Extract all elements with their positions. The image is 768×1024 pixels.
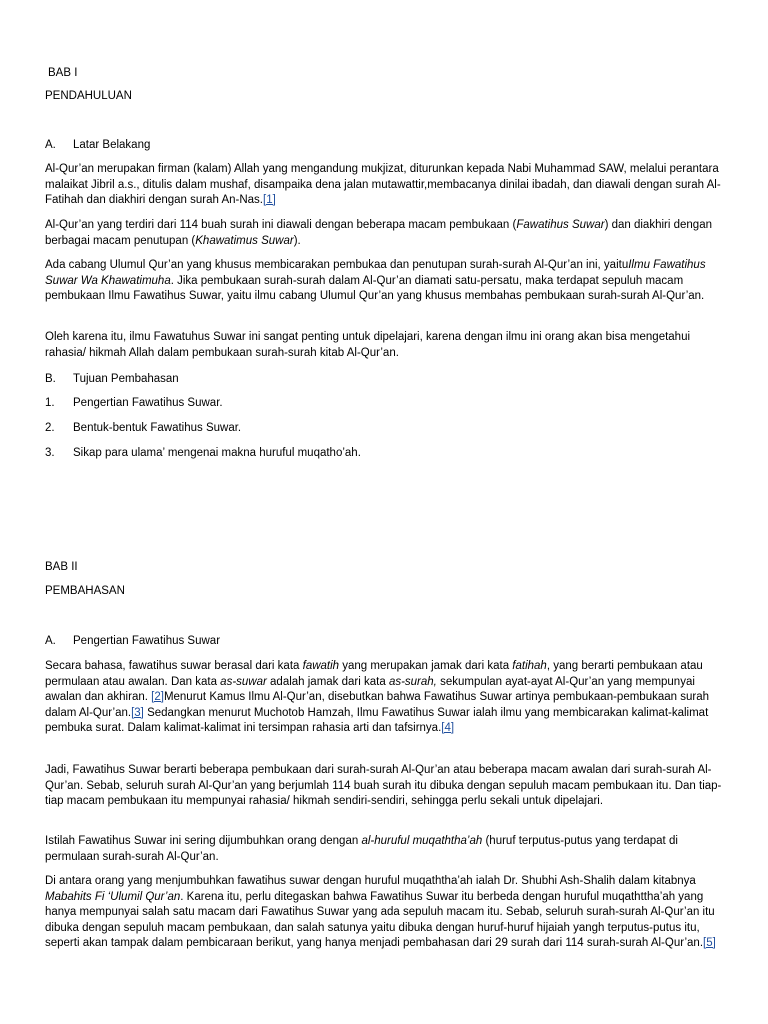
paragraph-bab1-1 [45,162,725,209]
section-title: Tujuan Pembahasan [73,373,179,385]
paragraph-bab2-4 [45,874,725,952]
section-number: B. [45,373,56,385]
list-number: 3. [45,447,55,459]
section-number: A. [45,139,56,151]
italic-term: Fawatihus Suwar [516,219,605,231]
italic-term: Ilmu Fawatihus Suwar Wa Khawatimuha [45,259,706,287]
paragraph-bab2-3 [45,834,725,865]
paragraph-text: Di antara orang yang menjumbuhkan fawatihus suwar dengan huruful muqaththa’ah ialah Dr. Shubhi Ash-Shalih dalam kitabnya [45,875,696,887]
italic-term: al-huruful muqaththa’ah [361,835,483,847]
section-title: Pengertian Fawatihus Suwar [73,635,221,647]
section-heading-tujuan [45,372,725,388]
section-heading-pengertian [45,634,725,650]
paragraph-bab1-4: Oleh karena itu, ilmu Fawatuhus Suwar ini sangat penting untuk dipelajari, karena dengan ilmu ini orang akan bisa mengetahui rahasia/ hikmah Allah dalam pembukaan surah-surah kitab Al-Qur’an. [45,331,691,359]
paragraph-text: Al-Qur’an merupakan firman (kalam) Allah yang mengandung mukjizat, diturunkan kepada Nabi Muhammad SAW, melalui perantara malaikat Jibril a.s., ditulis dalam mushaf, disampaika dena jalan mutawattir,membacanya dinilai ibadah, dan diawali dengan surah Al-Fatihah dan diakhiri dengan surah An-Nas. [45,163,721,206]
paragraph-bab1-3 [45,258,725,305]
list-text: Bentuk-bentuk Fawatihus Suwar. [73,422,242,434]
list-text: Sikap para ulama’ mengenai makna huruful muqatho’ah. [73,447,361,459]
paragraph-text: Al-Qur’an yang terdiri dari 114 buah surah ini diawali dengan beberapa macam pembukaan ( [45,219,517,231]
paragraph-text: (huruf terputus-putus yang terdapat di permulaan surah-surah Al-Qur’an. [45,835,678,863]
paragraph-text: , yang berarti pembukaan atau permulaan atau awalan. Dan kata [45,660,703,688]
bab2-label: BAB II [45,561,78,573]
paragraph-bab1-2 [45,218,725,249]
list-number: 2. [45,422,55,434]
bab1-title: PENDAHULUAN [45,90,132,102]
italic-term: as-suwar [220,675,267,688]
paragraph-text: Ada cabang Ulumul Qur’an yang khusus membicarakan pembukaa dan penutupan surah-surah Al-Qur’an ini, yaitu [45,259,629,271]
footnote-link-4[interactable]: [4] [441,722,455,734]
paragraph-text: Menurut Kamus Ilmu Al-Qur’an, disebutkan bahwa Fawatihus Suwar artinya pembukaan-pembukaan surah dalam Al-Qur’an. [45,691,709,719]
italic-term: Mabahits Fi ‘Ulumil Qur’an [45,890,181,903]
italic-term: Khawatimus Suwar [195,234,294,247]
section-title: Latar Belakang [73,139,151,151]
bab2-title: PEMBAHASAN [45,585,125,597]
italic-term: fatihah [512,660,547,672]
footnote-link-2[interactable]: [2] [151,691,164,703]
paragraph-text: yang merupakan jamak dari kata [339,660,513,672]
list-text: Pengertian Fawatihus Suwar. [73,397,223,409]
paragraph-text: Secara bahasa, fawatihus suwar berasal dari kata [45,660,303,672]
footnote-link-5[interactable]: [5] [703,937,716,949]
list-item [45,421,725,437]
paragraph-text: sekumpulan ayat-ayat Al-Qur’an yang mempunyai awalan dan akhiran. [45,675,695,703]
list-item [45,446,725,462]
bab1-label: BAB I [48,67,78,79]
italic-term: as-surah, [388,675,437,688]
paragraph-text: ). [293,234,301,247]
paragraph-text: Istilah Fawatihus Suwar ini sering dijumbuhkan orang dengan [45,835,362,847]
paragraph-text: ) dan diakhiri dengan berbagai macam penutupan ( [45,219,712,247]
paragraph-text: . Jika pembukaan surah-surah dalam Al-Qur’an diamati satu-persatu, maka terdapat sepuluh macam pembukaan Ilmu Fawatihus Suwar, yaitu ilmu cabang Ulumul Qur’an yang khusus membahas pembukaan surah-surah Al-Qur’an. [45,274,705,302]
paragraph-bab2-1 [45,659,725,737]
paragraph-text: Sedangkan menurut Muchotob Hamzah, Ilmu Fawatihus Suwar ialah ilmu yang membicarakan kalimat-kalimat pembuka surat. Dalam kalimat-kalimat ini tersimpan rahasia arti dan tafsirnya. [45,706,709,734]
paragraph-text: . Karena itu, perlu ditegaskan bahwa Fawatihus Suwar itu berbeda dengan huruful muqathttha’ah yang hanya mempunyai salah satu macam dari Fawatihus Suwar yang ada sepuluh macam itu. Sebab, seluruh surah-surah Al-Qur’an itu dibuka dengan sepuluh macam pembukaan, dan salah satunya yaitu dibuka dengan huruf-huruf hijaiah yangh terputus-putus itu, seperti akan tampak dalam pembicaraan berikut, yang hanya menjadi pembahasan dari 29 surah dari 114 surah-surah Al-Qur’an. [45,890,715,949]
paragraph-bab2-2: Jadi, Fawatihus Suwar berarti beberapa pembukaan dari surah-surah Al-Qur’an atau beberapa macam awalan dari surah-surah Al-Qur’an. Sebab, seluruh surah Al-Qur’an yang berjumlah 114 buah surah itu dibuka dengan sepuluh macam pembukaan itu. Dan tiap-tiap macam pembukaan itu mempunyai rahasia/ hikmah sendiri-sendiri, sehingga perlu sekali untuk dipelajari. [45,764,722,807]
paragraph-text: adalah jamak dari kata [266,675,389,688]
list-item [45,396,725,412]
footnote-link-3[interactable]: [3] [131,706,144,719]
footnote-link-1[interactable]: [1] [263,194,276,206]
list-number: 1. [45,397,55,409]
italic-term: fawatih [302,660,340,672]
section-heading-latar-belakang [45,138,725,154]
section-number: A. [45,635,56,647]
